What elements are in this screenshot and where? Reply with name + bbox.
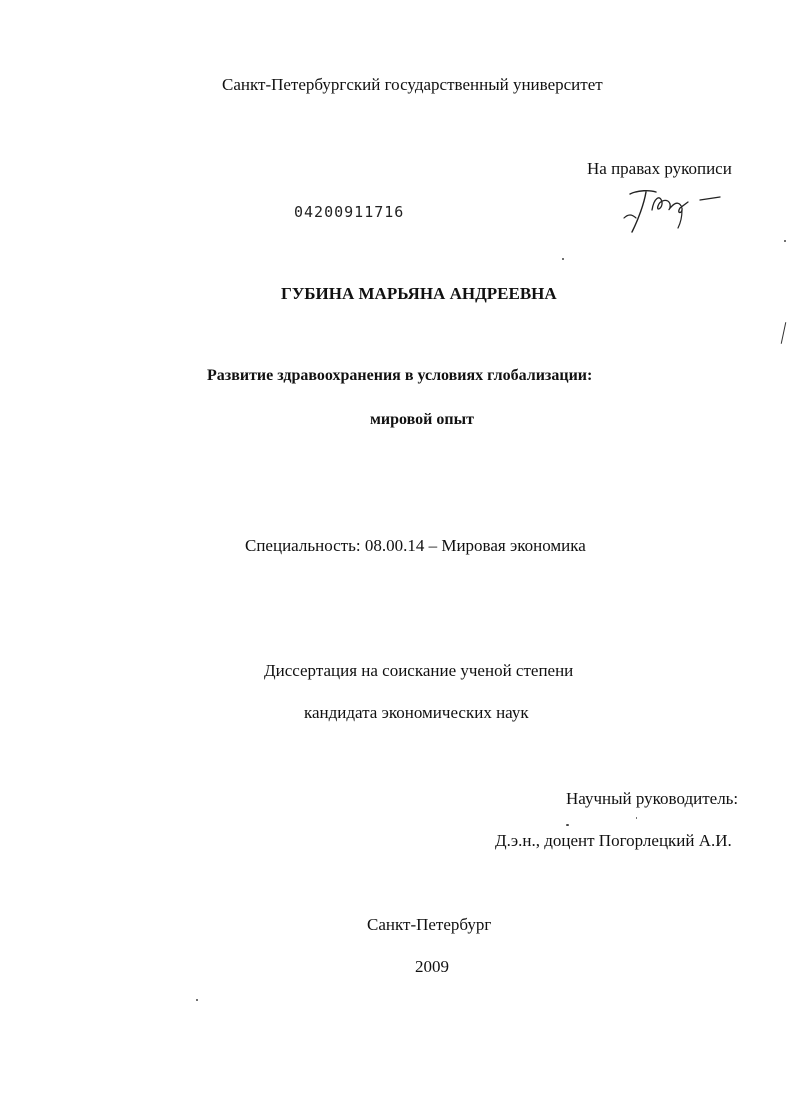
degree-line2: кандидата экономических наук	[304, 703, 529, 722]
degree-line1: Диссертация на соискание ученой степени	[264, 661, 574, 680]
scan-speck	[784, 240, 786, 242]
university-name: Санкт-Петербургский государственный университет	[222, 75, 603, 94]
scan-mark	[781, 322, 787, 344]
thesis-title-line1: Развитие здравоохранения в условиях глобализации:	[207, 367, 593, 384]
author-name: ГУБИНА МАРЬЯНА АНДРЕЕВНА	[281, 284, 557, 303]
specialty: Специальность: 08.00.14 – Мировая экономика	[245, 536, 586, 555]
rights-note: На правах рукописи	[587, 159, 732, 178]
advisor-label: Научный руководитель:	[566, 789, 739, 808]
handwritten-signature	[616, 180, 726, 240]
scan-speck	[562, 258, 564, 260]
scan-speck	[566, 824, 569, 826]
city: Санкт-Петербург	[367, 915, 492, 934]
year: 2009	[415, 957, 449, 976]
archive-number: 04200911716	[294, 203, 405, 221]
scan-speck	[636, 817, 637, 819]
thesis-title-line2: мировой опыт	[370, 411, 474, 428]
scan-speck	[196, 999, 198, 1001]
advisor-name: Д.э.н., доцент Погорлецкий А.И.	[495, 831, 732, 850]
